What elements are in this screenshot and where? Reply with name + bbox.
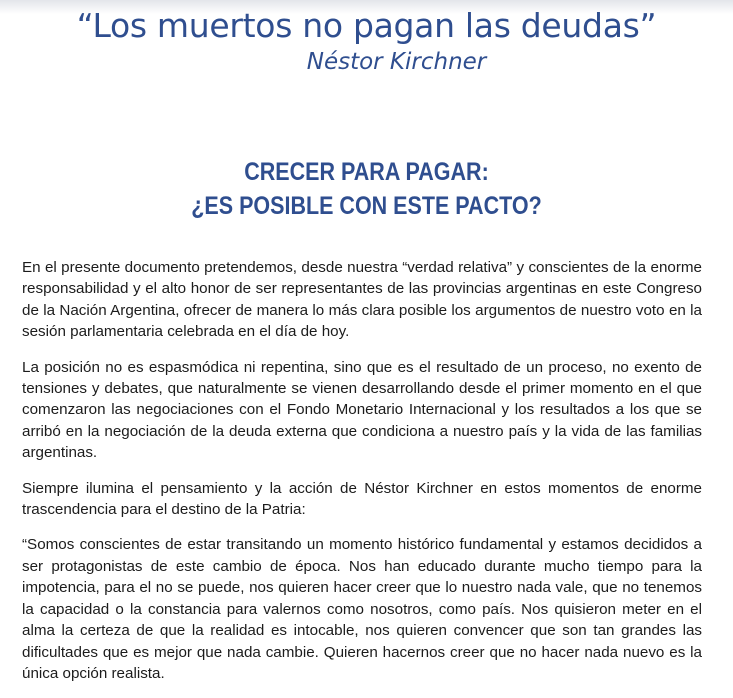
paragraph-quote: “Somos conscientes de estar transitando un momento histórico fundamental y estamos decididos a ser protagonistas de este cambio de época. Nos han educado durante mucho tiempo para la impotencia, para el no se puede, nos quieren hacer creer que lo nuestro nada vale, que no tenemos la capacidad o la constancia para valernos como nosotros, como país. Nos quisieron meter en el alma la certeza de que la realidad es intocable, nos quieren convencer que son tan grandes las dificultades que es mejor que nada cambie. Quieren hacernos creer que no hacer nada nuevo es la única opción realista. (22, 536, 702, 682)
body-text (22, 257, 702, 698)
paragraph-kirchner-intro: Siempre ilumina el pensamiento y la acción de Néstor Kirchner en estos momentos de enorme trascendencia para el destino de la Patria: (22, 479, 702, 519)
paragraph-intro: En el presente documento pretendemos, desde nuestra “verdad relativa” y conscientes de la enorme responsabilidad y el alto honor de ser representantes de las provincias argentinas en este Congreso de la Nación Argentina, ofrecer de manera lo más clara posible los argumentos de nuestro voto en la sesión parlamentaria celebrada en el día de hoy. (22, 259, 702, 341)
section-heading (51, 155, 681, 223)
heading-line-1: CRECER PARA PAGAR: (244, 158, 489, 186)
paragraph-position: La posición no es espasmódica ni repentina, sino que es el resultado de un proceso, no exento de tensiones y debates, que naturalmente se vienen desarrollando desde el primer momento en el que comenzaron las negociaciones con el Fondo Monetario Internacional y los resultados a los que se arribó en la negociación de la deuda externa que condiciona a nuestro país y la vida de las familias argentinas. (22, 358, 702, 462)
quote-title: “Los muertos no pagan las deudas” (76, 6, 657, 45)
heading-line-2: ¿ES POSIBLE CON ESTE PACTO? (191, 192, 542, 220)
author-name: Néstor Kirchner (306, 49, 487, 75)
quote-author (0, 48, 733, 76)
